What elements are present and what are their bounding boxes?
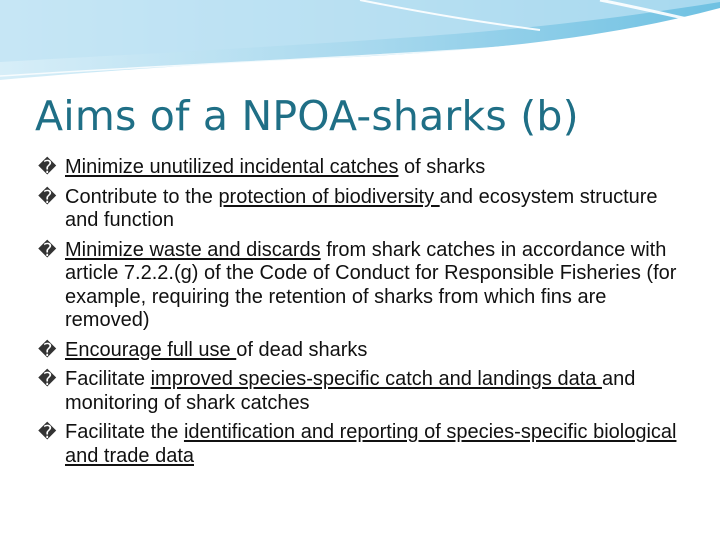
bullet-text: from shark catches in accordance with article 7.2.2.(g) of the Code of Conduct for Responsible Fisheries (for example, requiring the retention of sharks from which fins are removed): [65, 238, 677, 331]
bullet-text: Facilitate the: [65, 421, 184, 443]
underlined-phrase: Encourage full use: [65, 338, 237, 361]
underlined-phrase: protection of biodiversity: [218, 185, 440, 208]
bullet-text: Facilitate: [65, 368, 151, 390]
bullet-marker-icon: �: [38, 422, 57, 443]
bullet-marker-icon: �: [38, 186, 57, 208]
underlined-phrase: Minimize waste and discards: [65, 238, 321, 261]
bullet-text: and ecosystem structure and function: [65, 185, 658, 231]
bullet-marker-icon: �: [38, 339, 57, 361]
underlined-phrase: Minimize unutilized incidental catches: [65, 156, 399, 178]
bullet-item: [38, 368, 688, 415]
bullet-item: [38, 186, 688, 233]
bullet-item: [38, 421, 688, 468]
bullet-item: [38, 156, 688, 180]
bullet-marker-icon: �: [38, 157, 57, 178]
bullet-list: [38, 156, 688, 474]
header-wave-banner: [0, 0, 720, 90]
underlined-phrase: identification and reporting of species-specific biological and trade data: [65, 421, 677, 467]
bullet-text: of dead sharks: [236, 338, 368, 361]
bullet-text: of sharks: [398, 156, 486, 178]
bullet-item: [38, 339, 688, 363]
bullet-marker-icon: �: [38, 369, 57, 390]
underlined-phrase: improved species-specific catch and landings data: [150, 368, 602, 390]
bullet-marker-icon: �: [38, 239, 57, 261]
slide-title: Aims of a NPOA-sharks (b): [35, 92, 579, 140]
bullet-item: [38, 239, 688, 333]
bullet-text: and monitoring of shark catches: [65, 368, 636, 414]
bullet-text: Contribute to the: [65, 185, 219, 208]
